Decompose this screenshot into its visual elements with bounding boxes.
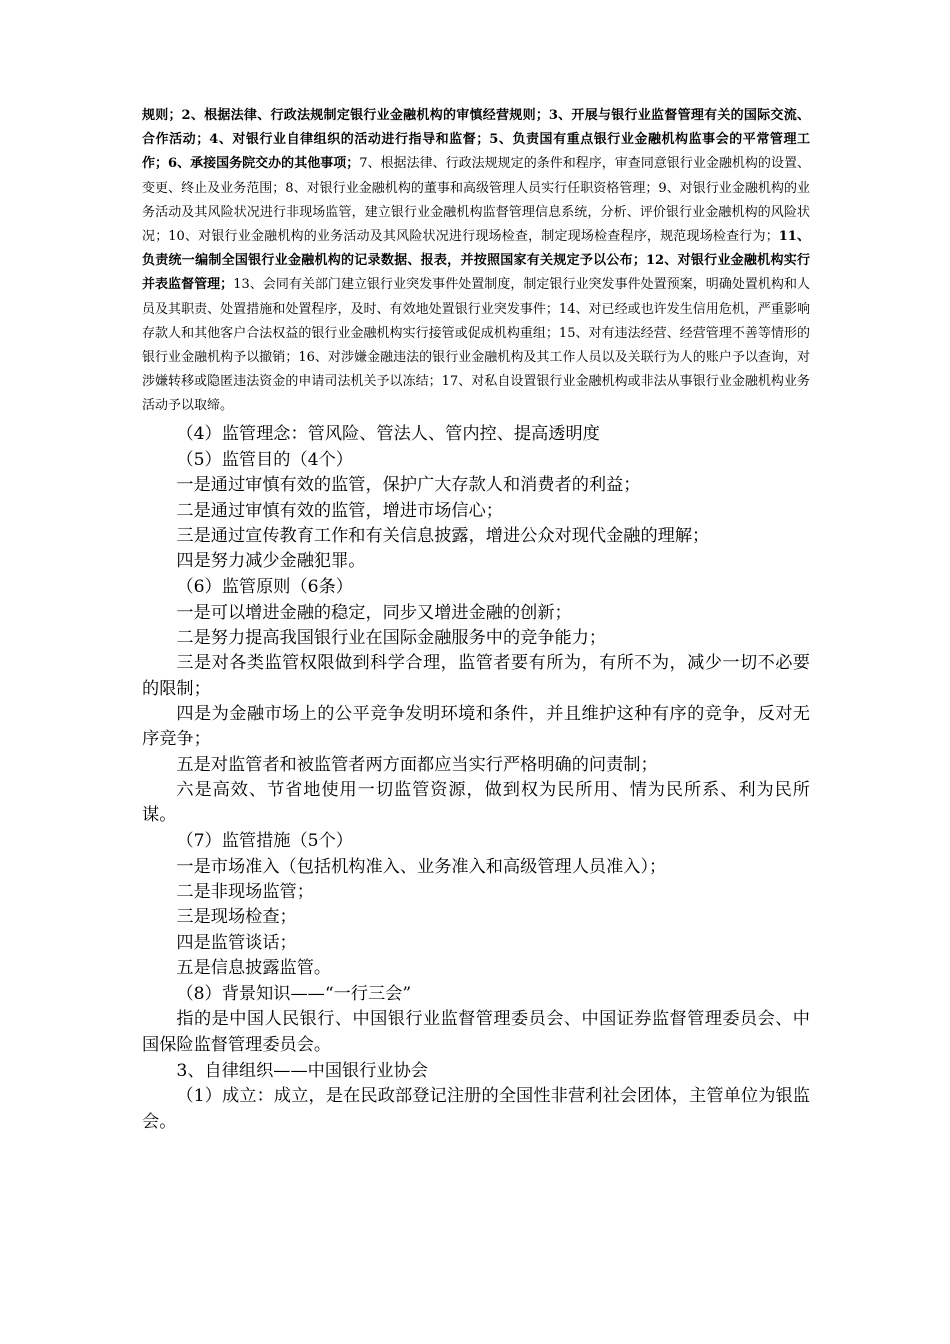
duty-item: 6、承接国务院交办的其他事项； [168, 156, 360, 172]
principle-item: 六是高效、节省地使用一切监管资源，做到权为民所用、情为民所系、利为民所谋。 [142, 779, 810, 826]
duty-item: 规则； [142, 108, 182, 123]
duty-item: 2、根据法律、行政法规制定银行业金融机构的审慎经营规则； [181, 108, 549, 123]
duty-item: 17、对私自设置银行业金融机构或非法从事银行业金融机构业务活动予以取缔。 [142, 374, 810, 414]
principle-item: 三是对各类监管权限做到科学合理，监管者要有所为，有所不为，减少一切不必要的限制； [142, 653, 810, 699]
heading-supervision-principles: （6）监管原则（6条） [176, 577, 353, 598]
measure-item: 一是市场准入（包括机构准入、业务准入和高级管理人员准入）； [176, 856, 667, 877]
duty-item: 7、根据法律、行政法规规定的条件和程序，审查同意银行业金融机构的设置、变更、终止及业务范围； [142, 156, 810, 196]
duty-item: 12、对银行业金融机构实行并表监督管理； [142, 253, 810, 293]
measure-item: 二是非现场监管； [176, 881, 314, 902]
duty-item: 15、对有违法经营、经营管理不善等情形的银行业金融机构予以撤销； [142, 325, 810, 366]
principle-item: 四是为金融市场上的公平竞争发明环境和条件，并且维护这种有序的竞争，反对无序竞争； [142, 703, 810, 750]
principle-item: 一是可以增进金融的稳定，同步又增进金融的创新； [176, 602, 572, 623]
duty-item: 13、会同有关部门建立银行业突发事件处置制度，制定银行业突发事件处置预案，明确处置机构和人员及其职责、处置措施和处置程序，及时、有效地处置银行业突发事件； [142, 277, 810, 317]
measure-item: 三是现场检查； [176, 907, 297, 928]
objective-item: 二是通过审慎有效的监管，增进市场信心； [176, 500, 503, 521]
duty-item: 14、对已经或也许发生信用危机，严重影响存款人和其他客户合法权益的银行业金融机构实行接管或促成机构重组； [142, 301, 810, 341]
duty-item: 4、对银行业自律组织的活动进行指导和监督； [209, 132, 490, 148]
duty-item: 11、负责统一编制全国银行业金融机构的记录数据、报表，并按照国家有关规定予以公布； [142, 229, 810, 269]
duty-item: 8、对银行业金融机构的董事和高级管理人员实行任职资格管理； [285, 180, 659, 196]
principle-item: 五是对监管者和被监管者两方面都应当实行严格明确的问责制； [176, 754, 658, 775]
document-page [142, 104, 810, 1135]
duty-item: 9、对银行业金融机构的业务活动及其风险状况进行非现场监管，建立银行业金融机构监督管理信息系统，分析、评价银行业金融机构的风险状况； [142, 180, 810, 245]
objective-item: 三是通过宣传教育工作和有关信息披露，增进公众对现代金融的理解； [176, 525, 710, 546]
duty-item: 16、对涉嫌金融违法的银行业金融机构及其工作人员以及关联行为人的账户予以查询，对涉嫌转移或隐匿违法资金的申请司法机关予以冻结； [142, 350, 810, 390]
duty-item: 5、负责国有重点银行业金融机构监事会的平常管理工作； [142, 132, 811, 172]
duty-item: 10、对银行业金融机构的业务活动及其风险状况进行现场检查，制定现场检查程序，规范现场检查行为； [168, 229, 779, 245]
heading-supervision-philosophy: （4）监管理念：管风险、管法人、管内控、提高透明度 [176, 423, 600, 444]
objective-item: 四是努力减少金融犯罪。 [176, 551, 366, 572]
background-text: 指的是中国人民银行、中国银行业监督管理委员会、中国证券监督管理委员会、中国保险监督管理委员会。 [142, 1009, 810, 1055]
duty-item: 3、开展与银行业监督管理有关的国际交流、合作活动； [142, 108, 810, 148]
regulatory-duties-paragraph [142, 104, 810, 419]
heading-self-regulatory-organization: 3、自律组织——中国银行业协会 [176, 1061, 428, 1082]
heading-supervision-measures: （7）监管措施（5个） [176, 831, 353, 852]
measure-item: 四是监管谈话； [176, 932, 297, 953]
heading-background-knowledge: （8）背景知识——“一行三会” [176, 984, 412, 1005]
measure-item: 五是信息披露监管。 [176, 957, 332, 978]
heading-supervision-objectives: （5）监管目的（4个） [176, 449, 353, 470]
principle-item: 二是努力提高我国银行业在国际金融服务中的竞争能力； [176, 628, 607, 649]
objective-item: 一是通过审慎有效的监管，保护广大存款人和消费者的利益； [176, 475, 641, 496]
establishment-text: （1）成立：成立，是在民政部登记注册的全国性非营利社会团体，主管单位为银监会。 [142, 1086, 810, 1132]
